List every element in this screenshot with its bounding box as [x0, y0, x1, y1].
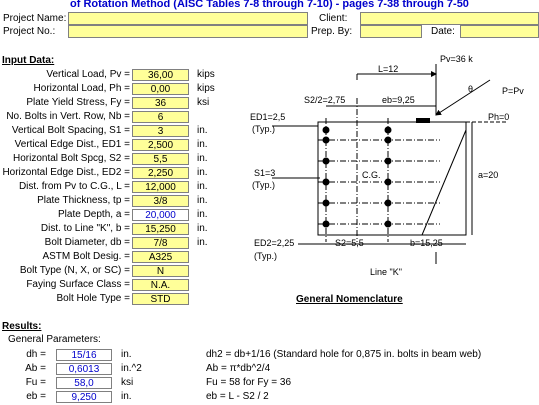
- project-no-field[interactable]: [68, 25, 308, 38]
- plate-yield-input[interactable]: 36: [132, 97, 189, 109]
- input-label: Bolt Hole Type =: [56, 293, 130, 304]
- result-formula: Fu = 58 for Fy = 36: [206, 377, 292, 388]
- prep-by-label: Prep. By:: [311, 26, 353, 37]
- input-unit: in.: [197, 153, 208, 164]
- horizontal-spacing-input[interactable]: 5,5: [132, 153, 189, 165]
- faying-surface-input[interactable]: N.A.: [132, 279, 189, 291]
- input-unit: in.: [197, 125, 208, 136]
- input-label: Bolt Type (N, X, or SC) =: [19, 265, 130, 276]
- input-label: Dist. to Line "K", b =: [40, 223, 130, 234]
- input-label: Horizontal Bolt Spcg, S2 =: [12, 153, 130, 164]
- result-label: Fu =: [25, 377, 46, 388]
- prep-by-field[interactable]: [360, 25, 422, 38]
- input-label: Bolt Diameter, db =: [44, 237, 130, 248]
- nomenclature-diagram: [240, 52, 539, 310]
- input-unit: in.: [197, 195, 208, 206]
- input-unit: in.: [197, 223, 208, 234]
- typ-label: (Typ.): [252, 124, 276, 134]
- ph-label: Ph=0: [488, 112, 510, 122]
- date-label: Date:: [431, 26, 455, 37]
- client-label: Client:: [319, 13, 348, 24]
- eb-label: eb=9,25: [382, 95, 415, 105]
- result-unit: in.: [121, 349, 132, 360]
- line-k-distance-input[interactable]: 15,250: [132, 223, 189, 235]
- vertical-load-input[interactable]: 36,00: [132, 69, 189, 81]
- bolt-hole-type-input[interactable]: STD: [132, 293, 189, 305]
- result-unit: in.^2: [121, 363, 142, 374]
- input-label: Horizontal Edge Dist., ED2 =: [2, 167, 130, 178]
- input-data-heading: Input Data:: [2, 55, 55, 66]
- bolt-type-input[interactable]: N: [132, 265, 189, 277]
- input-label: Faying Surface Class =: [26, 279, 130, 290]
- result-unit: ksi: [121, 377, 134, 388]
- result-label: eb =: [26, 391, 46, 402]
- date-field[interactable]: [460, 25, 539, 38]
- general-parameters-label: General Parameters:: [8, 334, 101, 345]
- result-formula: dh2 = db+1/16 (Standard hole for 0,875 in. bolts in beam web): [206, 349, 482, 360]
- input-label: Dist. from Pv to C.G., L =: [18, 181, 130, 192]
- input-label: ASTM Bolt Desig. =: [42, 251, 130, 262]
- result-formula: eb = L - S2 / 2: [206, 391, 269, 402]
- project-name-label: Project Name:: [3, 13, 67, 24]
- result-unit: in.: [121, 391, 132, 402]
- l-label: L=12: [378, 64, 399, 74]
- bolts-per-row-input[interactable]: 6: [132, 111, 189, 123]
- input-unit: in.: [197, 139, 208, 150]
- result-label: Ab =: [25, 363, 46, 374]
- diagram-caption: General Nomenclature: [296, 294, 403, 305]
- input-label: Plate Depth, a =: [58, 209, 130, 220]
- input-unit: kips: [197, 69, 215, 80]
- dh-value: 15/16: [56, 349, 112, 361]
- input-unit: in.: [197, 209, 208, 220]
- ab-value: 0,6013: [56, 363, 112, 375]
- input-unit: in.: [197, 167, 208, 178]
- bolt-designation-input[interactable]: A325: [132, 251, 189, 263]
- distance-to-cg-input[interactable]: 12,000: [132, 181, 189, 193]
- typ-label: (Typ.): [254, 251, 278, 261]
- ed2-label: ED2=2,25: [254, 238, 295, 248]
- input-unit: in.: [197, 181, 208, 192]
- input-label: Plate Thickness, tp =: [37, 195, 130, 206]
- plate-depth-value[interactable]: 20,000: [132, 209, 189, 221]
- input-label: Vertical Bolt Spacing, S1 =: [11, 125, 130, 136]
- result-formula: Ab = π*db^2/4: [206, 363, 271, 374]
- header-row-number: [0, 25, 539, 38]
- input-label: No. Bolts in Vert. Row, Nb =: [6, 111, 130, 122]
- sheet-title: of Rotation Method (AISC Tables 7-8 through 7-10) - pages 7-38 through 7-50: [70, 0, 469, 10]
- result-label: dh =: [26, 349, 46, 360]
- pv-label: Pv=36 k: [440, 54, 473, 64]
- input-label: Vertical Edge Dist., ED1 =: [14, 139, 130, 150]
- results-heading: Results:: [2, 321, 42, 332]
- input-unit: in.: [197, 237, 208, 248]
- p-label: P=Pv: [502, 86, 524, 96]
- fu-value: 58,0: [56, 377, 112, 389]
- project-name-field[interactable]: [68, 12, 308, 25]
- input-unit: kips: [197, 83, 215, 94]
- input-label: Vertical Load, Pv =: [46, 69, 130, 80]
- typ-label: (Typ.): [252, 180, 276, 190]
- horizontal-edge-input[interactable]: 2,250: [132, 167, 189, 179]
- bolt-diameter-input[interactable]: 7/8: [132, 237, 189, 249]
- vertical-spacing-input[interactable]: 3: [132, 125, 189, 137]
- theta-label: θ: [468, 84, 474, 94]
- client-field[interactable]: [360, 12, 539, 25]
- vertical-edge-input[interactable]: 2,500: [132, 139, 189, 151]
- input-label: Plate Yield Stress, Fy =: [26, 97, 130, 108]
- horizontal-load-input[interactable]: 0,00: [132, 83, 189, 95]
- a-label: a=20: [478, 170, 499, 180]
- input-label: Horizontal Load, Ph =: [33, 83, 130, 94]
- plate-thickness-input[interactable]: 3/8: [132, 195, 189, 207]
- cg-label: C.G.: [362, 170, 381, 180]
- s2-label: S2=5,5: [335, 238, 364, 248]
- b-label: b=15,25: [410, 238, 443, 248]
- input-unit: ksi: [197, 97, 210, 108]
- project-no-label: Project No.:: [3, 26, 56, 37]
- eb-value: 9,250: [56, 391, 112, 403]
- s2half-label: S2/2=2,75: [304, 95, 346, 105]
- s1-label: S1=3: [254, 168, 276, 178]
- line-k-label: Line "K": [370, 267, 402, 277]
- header-row-project: [0, 12, 539, 25]
- ed1-label: ED1=2,5: [250, 112, 286, 122]
